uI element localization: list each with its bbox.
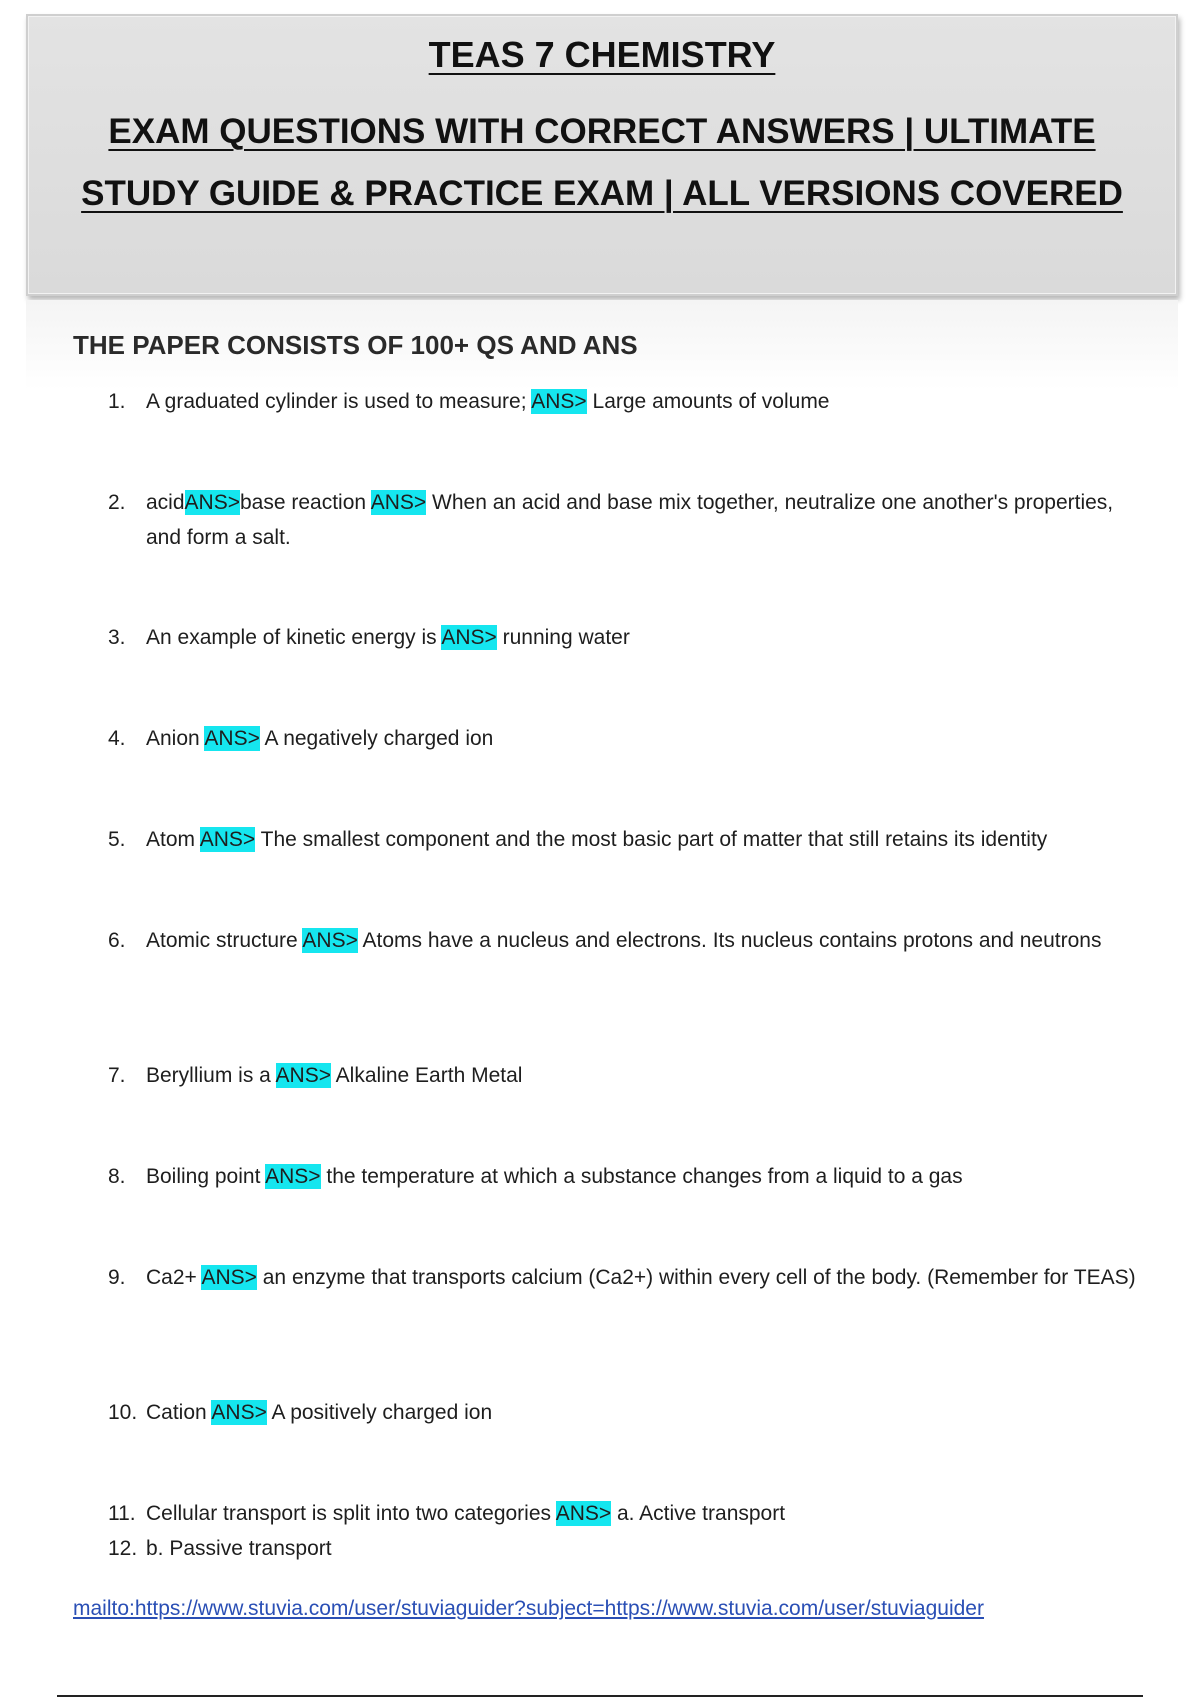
answer-marker: ANS> [204, 727, 260, 750]
answer-marker: ANS> [211, 1401, 267, 1424]
answer-marker: ANS> [370, 491, 427, 514]
item-text: b. Passive transport [146, 1537, 332, 1560]
item-number: 10. [108, 1401, 138, 1424]
answer-marker: ANS> [199, 828, 256, 851]
section-heading: THE PAPER CONSISTS OF 100+ QS AND ANS [73, 330, 638, 360]
item-number: 12. [108, 1537, 138, 1560]
list-item [108, 721, 1138, 756]
list-item [108, 923, 1138, 958]
bottom-divider [57, 1695, 1143, 1697]
item-text: Atom ANS> The smallest component and the most basic part of matter that still retains its identity [146, 828, 1048, 851]
list-item [108, 485, 1138, 555]
item-text: acidANS>base reaction ANS> When an acid and base mix together, neutralize one another's properties, and form a salt. [146, 491, 1114, 549]
item-text: Beryllium is a ANS> Alkaline Earth Metal [146, 1064, 523, 1087]
item-number: 3. [108, 626, 126, 649]
list-item [108, 1159, 1138, 1194]
item-number: 7. [108, 1064, 126, 1087]
item-number: 2. [108, 491, 126, 514]
title-box [26, 14, 1178, 296]
item-text: Atomic structure ANS> Atoms have a nucleus and electrons. Its nucleus contains protons and neutrons [146, 929, 1102, 952]
list-item [108, 1531, 1138, 1566]
list-item [108, 384, 1138, 419]
list-item [108, 620, 1138, 655]
item-number: 1. [108, 390, 126, 413]
list-item [108, 1260, 1138, 1295]
item-text: Boiling point ANS> the temperature at which a substance changes from a liquid to a gas [146, 1165, 963, 1188]
item-text: Ca2+ ANS> an enzyme that transports calcium (Ca2+) within every cell of the body. (Remember for TEAS) [146, 1266, 1136, 1289]
list-item [108, 1496, 1138, 1531]
item-number: 11. [108, 1502, 136, 1525]
item-number: 8. [108, 1165, 126, 1188]
item-number: 5. [108, 828, 126, 851]
answer-marker: ANS> [555, 1502, 612, 1525]
document-subtitle-line-1: EXAM QUESTIONS WITH CORRECT ANSWERS | ULTIMATE [108, 112, 1096, 151]
document-title: TEAS 7 CHEMISTRY [428, 34, 776, 75]
document-subtitle-line-2: STUDY GUIDE & PRACTICE EXAM | ALL VERSIONS COVERED [81, 174, 1123, 213]
list-item [108, 822, 1138, 857]
item-number: 6. [108, 929, 126, 952]
answer-marker: ANS> [201, 1266, 257, 1289]
answer-marker: ANS> [265, 1165, 321, 1188]
item-text: Cellular transport is split into two categories ANS> a. Active transport [146, 1502, 786, 1525]
item-text: An example of kinetic energy is ANS> running water [146, 626, 630, 649]
item-text: Anion ANS> A negatively charged ion [146, 727, 494, 750]
answer-marker: ANS> [302, 929, 358, 952]
footer-link[interactable]: mailto:https://www.stuvia.com/user/stuviaguider?subject=https://www.stuvia.com/user/stuviaguider [73, 1597, 984, 1620]
answer-marker: ANS> [441, 626, 497, 649]
item-text: A graduated cylinder is used to measure; ANS> Large amounts of volume [146, 390, 830, 413]
list-item [108, 1395, 1138, 1430]
answer-marker: ANS> [531, 390, 587, 413]
answer-marker: ANS> [184, 491, 240, 514]
item-number: 9. [108, 1266, 126, 1289]
list-item [108, 1058, 1138, 1093]
item-text: Cation ANS> A positively charged ion [146, 1401, 493, 1424]
answer-marker: ANS> [275, 1064, 331, 1087]
item-number: 4. [108, 727, 126, 750]
